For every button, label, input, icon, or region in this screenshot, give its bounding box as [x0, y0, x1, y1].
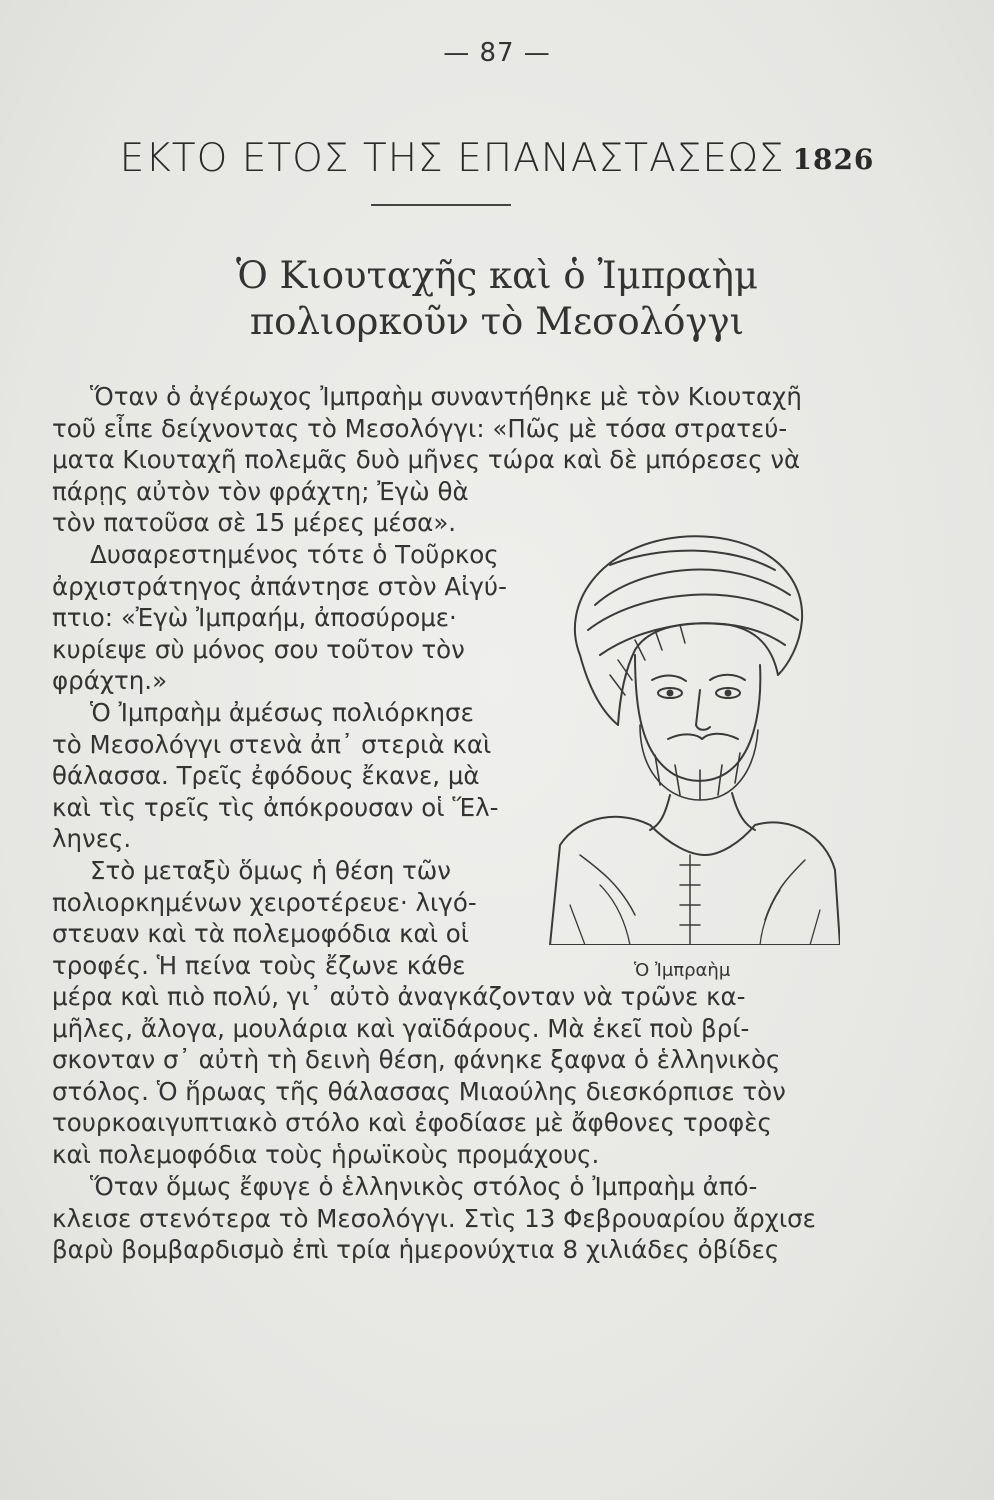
text-line: πολιορκημένων χειροτέρευε· λιγό- — [52, 887, 477, 917]
text-line: Ὅταν ὁ ἀγέρωχος Ἰμπραὴμ συναντήθηκε μὲ τὸν Κιουταχῆ — [90, 382, 802, 411]
text-line: σκονταν σ᾽ αὐτὴ τὴ δεινὴ θέση, φάνηκε ξαφνα ὁ ἑλληνικὸς — [52, 1045, 781, 1075]
turban-outline — [575, 536, 802, 725]
garment-folds — [570, 885, 820, 945]
heading-line-2: πολιορκοῦν τὸ Μεσολόγγι — [249, 300, 745, 343]
text-line: τὸν πατοῦσα σὲ 15 μέρες μέσα». — [52, 508, 457, 538]
text-line: καὶ πολεμοφόδια τοὺς ἡρωϊκοὺς προμάχους. — [52, 1139, 600, 1169]
page-number: — 87 — — [443, 38, 551, 68]
title-divider — [371, 204, 511, 206]
section-year: 1826 — [792, 143, 875, 176]
paragraph-4-full — [52, 981, 864, 1171]
mustache — [668, 734, 738, 739]
ibrahim-portrait-illustration — [540, 525, 840, 945]
text-line: πτιο: «Ἐγὼ Ἰμπραήμ, ἀποσύρομε· — [52, 603, 457, 633]
paragraph-3 — [52, 697, 522, 855]
garment-embroidery — [580, 855, 805, 945]
text-line: ματα Κιουταχῆ πολεμᾶς δυὸ μῆνες τώρα καὶ δὲ μπόρεσες νὰ — [52, 445, 801, 475]
text-line: τροφές. Ἡ πείνα τοὺς ἔζωνε κάθε — [52, 950, 466, 980]
text-line: Ὁ Ἰμπραὴμ ἀμέσως πολιόρκησε — [90, 698, 474, 727]
text-line: φράχτη.» — [52, 666, 168, 696]
text-line: στόλος. Ὁ ἥρωας τῆς θάλασσας Μιαούλης διεσκόρπισε τὸν — [52, 1076, 786, 1106]
text-line: Δυσαρεστημένος τότε ὁ Τοῦρκος — [90, 540, 499, 569]
text-line: βαρὺ βομβαρδισμὸ ἐπὶ τρία ἡμερονύχτια 8 χιλιάδες ὀβίδες — [52, 1235, 780, 1265]
text-line: στευαν καὶ τὰ πολεμοφόδια καὶ οἱ — [52, 919, 470, 949]
text-line: τὸ Μεσολόγγι στενὰ ἀπ᾽ στεριὰ καὶ — [52, 729, 492, 759]
section-title — [0, 136, 994, 181]
text-line: κλεισε στενότερα τὸ Μεσολόγγι. Στὶς 13 Φεβρουαρίου ἄρχισε — [52, 1203, 816, 1233]
turban-pattern — [610, 625, 685, 695]
nose — [696, 690, 710, 730]
text-line: Ὅταν ὅμως ἔφυγε ὁ ἑλληνικὸς στόλος ὁ Ἰμπραὴμ ἀπό- — [90, 1172, 758, 1201]
text-line: θάλασσα. Τρεῖς ἐφόδους ἔκανε, μὰ — [52, 761, 480, 791]
chapter-heading — [0, 253, 994, 345]
garment-outline — [550, 817, 840, 945]
text-line: μέρα καὶ πιὸ πολύ, γι᾽ αὐτὸ ἀναγκάζονταν νὰ τρῶνε κα- — [52, 982, 746, 1011]
section-title-text: ΕΚΤΟ ΕΤΟΣ ΤΗΣ ΕΠΑΝΑΣΤΑΣΕΩΣ — [119, 136, 785, 181]
paragraph-1 — [52, 381, 864, 539]
turban-wrap-lines — [588, 551, 798, 655]
text-line: τοῦ εἶπε δείχνοντας τὸ Μεσολόγγι: «Πῶς μὲ τόσα στρατεύ- — [52, 413, 788, 443]
text-line: κυρίεψε σὺ μόνος σου τοῦτον τὸν — [52, 634, 465, 664]
paragraph-5 — [52, 1171, 864, 1266]
right-eyebrow — [710, 675, 745, 680]
text-line: ἀρχιστράτηγος ἀπάντησε στὸν Αἰγύ- — [52, 571, 507, 601]
heading-line-1: Ὁ Κιουταχῆς καὶ ὁ Ἰμπραὴμ — [235, 254, 758, 297]
collar — [650, 793, 755, 830]
text-line: Στὸ μεταξὺ ὅμως ἡ θέση τῶν — [90, 856, 451, 885]
left-eyebrow — [652, 676, 686, 681]
paragraph-4-narrow — [52, 855, 522, 981]
text-line: ληνες. — [52, 824, 132, 854]
paragraph-2 — [52, 539, 522, 697]
text-line: τουρκοαιγυπτιακὸ στόλο καὶ ἐφοδίασε μὲ ἄφθονες τροφὲς — [52, 1108, 772, 1138]
portrait-caption: Ὁ Ἰμπραὴμ — [634, 960, 731, 981]
text-line: μῆλες, ἄλογα, μουλάρια καὶ γαϊδάρους. Μὰ ἐκεῖ ποὺ βρί- — [52, 1013, 750, 1043]
text-line: πάρῃς αὐτὸν τὸν φράχτη; Ἐγὼ θὰ — [52, 476, 469, 506]
text-line: καὶ τὶς τρεῖς τὶς ἀπόκρουσαν οἱ Ἕλ- — [52, 792, 499, 822]
